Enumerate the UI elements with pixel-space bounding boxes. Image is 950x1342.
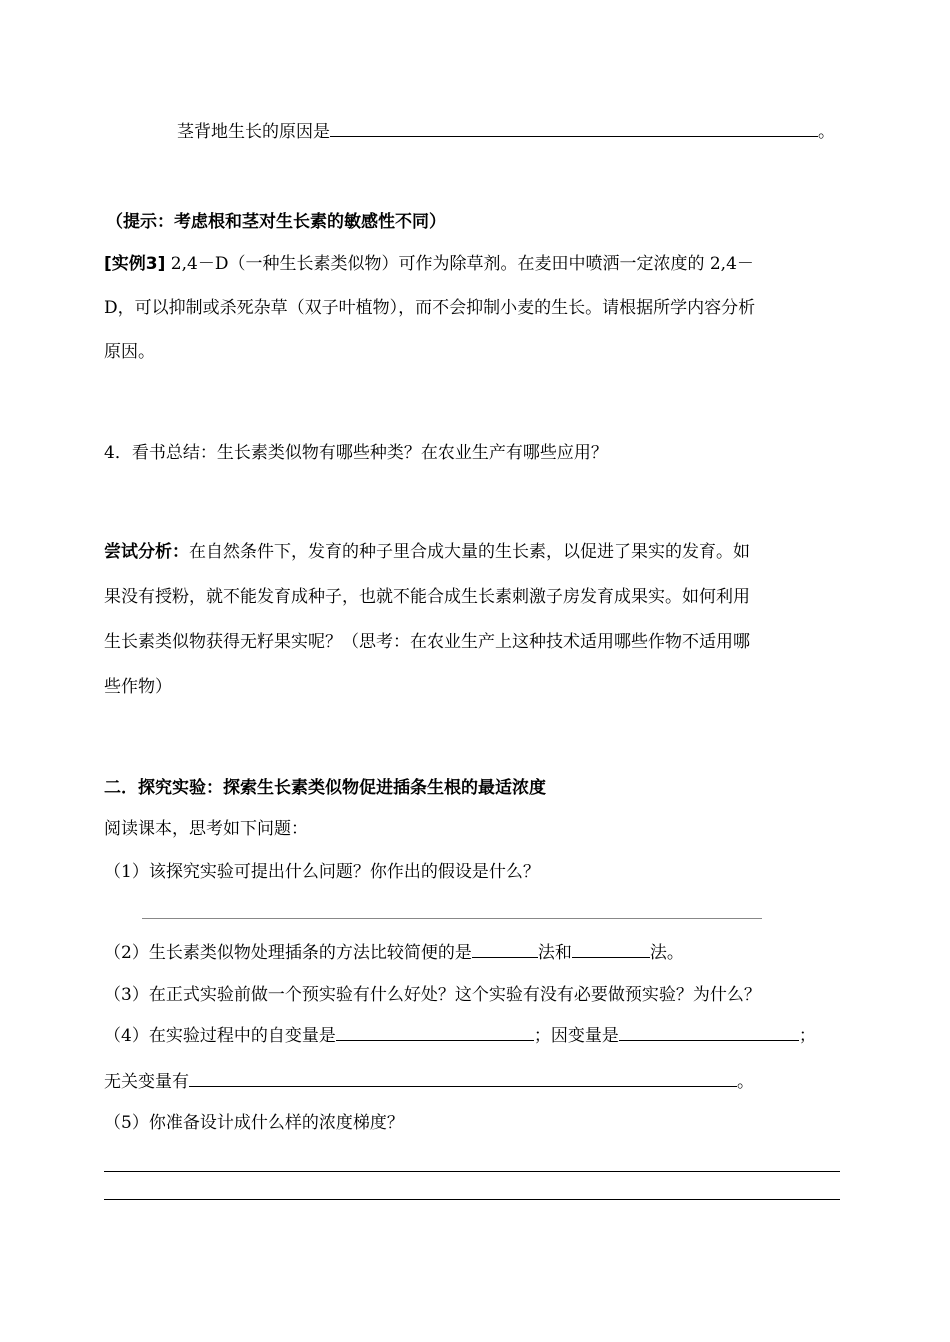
answer-blank	[619, 1024, 799, 1041]
try-analysis-colon: ：	[172, 542, 189, 562]
try-analysis-line4: 些作物）	[104, 677, 172, 697]
question-4-part-a: （4）在实验过程中的自变量是	[104, 1026, 336, 1046]
question-2	[104, 941, 684, 965]
answer-blank	[189, 1070, 737, 1087]
question-2-part-a: （2）生长素类似物处理插条的方法比较简便的是	[104, 943, 472, 963]
section2-heading: 二．探究实验：探索生长素类似物促进插条生根的最适浓度	[104, 778, 546, 798]
question-4-part-b: ；因变量是	[533, 1026, 619, 1046]
try-analysis-text1: 在自然条件下，发育的种子里合成大量的生长素，以促进了果实的发育。如	[189, 542, 750, 562]
example3-text1: 2,4－D（一种生长素类似物）可作为除草剂。在麦田中喷洒一定浓度的 2,4－	[165, 254, 754, 274]
answer-blank	[336, 1024, 534, 1041]
answer-blank	[572, 941, 650, 958]
answer-blank	[472, 941, 538, 958]
period: 。	[818, 122, 835, 142]
answer-blank	[330, 120, 818, 137]
question-4	[104, 1024, 816, 1048]
example3-label: [实例3]	[104, 254, 166, 274]
answer-line-q5-1	[104, 1171, 840, 1172]
try-analysis-line1	[104, 540, 750, 564]
question-3: （3）在正式实验前做一个预实验有什么好处？这个实验有没有必要做预实验？为什么？	[104, 985, 761, 1005]
try-analysis-line3: 生长素类似物获得无籽果实呢？（思考：在农业生产上这种技术适用哪些作物不适用哪	[104, 632, 750, 652]
question-5: （5）你准备设计成什么样的浓度梯度？	[104, 1113, 404, 1133]
hint: （提示：考虑根和茎对生长素的敏感性不同）	[106, 212, 446, 232]
question-2-part-b: 法和	[537, 943, 572, 963]
question-4-line2	[104, 1070, 754, 1094]
section2-intro: 阅读课本，思考如下问题：	[104, 819, 308, 839]
example3-line2: D，可以抑制或杀死杂草（双子叶植物），而不会抑制小麦的生长。请根据所学内容分析	[104, 298, 756, 318]
question-4-part-d: 无关变量有	[104, 1072, 189, 1092]
question-1: （1）该探究实验可提出什么问题？你作出的假设是什么？	[104, 862, 540, 882]
answer-line-q1	[142, 918, 762, 919]
question-stem: 茎背地生长的原因是	[177, 122, 330, 142]
question-4-part-e: 。	[737, 1072, 754, 1092]
try-analysis-label: 尝试分析	[104, 542, 172, 562]
question-2-part-c: 法。	[649, 943, 684, 963]
item4: 4．看书总结：生长素类似物有哪些种类？在农业生产有哪些应用？	[104, 443, 608, 463]
question-4-part-c: ；	[798, 1026, 816, 1046]
example3-line3: 原因。	[104, 342, 155, 362]
answer-line-q5-2	[104, 1199, 840, 1200]
try-analysis-line2: 果没有授粉，就不能发育成种子，也就不能合成生长素刺激子房发育成果实。如何利用	[104, 587, 750, 607]
example3-line1	[104, 252, 754, 276]
question-stem-line	[177, 120, 835, 144]
